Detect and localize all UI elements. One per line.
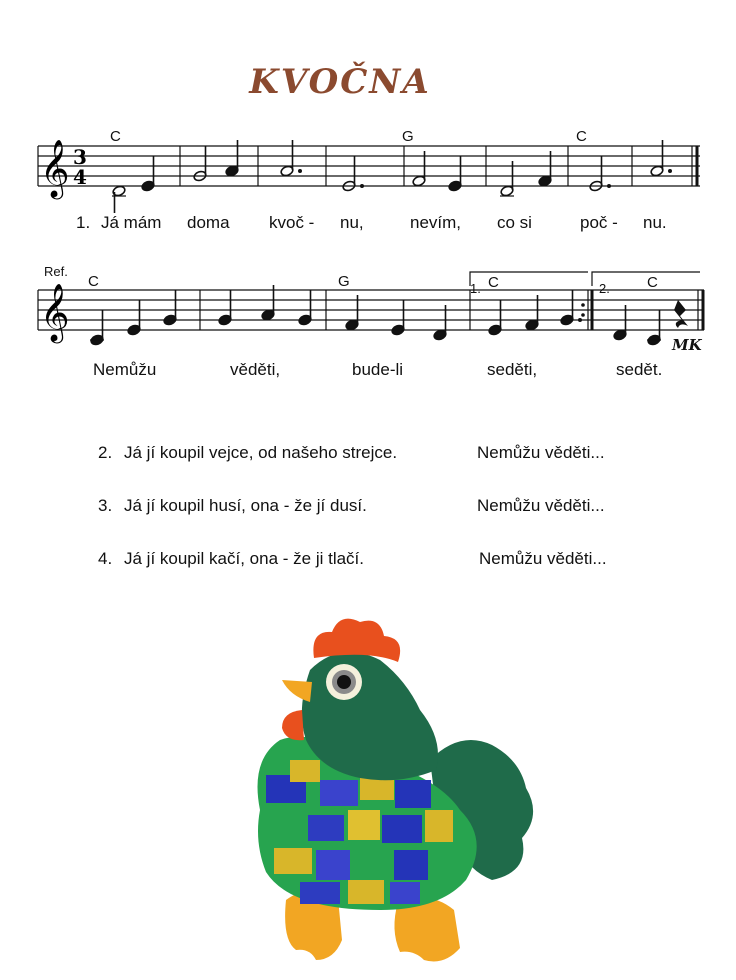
- chord-label: C: [576, 128, 587, 145]
- volta-label-1: 1.: [470, 281, 481, 296]
- chord-label: C: [647, 274, 658, 291]
- lyric-syllable: doma: [187, 213, 230, 232]
- quarter-rest-icon: [674, 300, 688, 328]
- lyric-syllable: věděti,: [230, 360, 281, 379]
- verse-text: Já jí koupil husí, ona - že jí dusí.: [124, 496, 367, 515]
- verse-text: Já jí koupil vejce, od našeho strejce.: [124, 443, 398, 462]
- lyric-syllable: nevím,: [410, 213, 462, 232]
- treble-clef-icon: 𝄞: [40, 139, 70, 197]
- verse-text: Já jí koupil kačí, ona - že ji tlačí.: [124, 549, 364, 568]
- verse-refrain: Nemůžu věděti...: [477, 443, 605, 462]
- lyric-syllable: seděti,: [487, 360, 538, 379]
- lyric-syllable: poč -: [580, 213, 618, 232]
- chord-label: G: [402, 128, 414, 145]
- treble-clef-icon: 𝄞: [40, 283, 70, 341]
- lyric-syllable: kvoč -: [269, 213, 315, 232]
- lyric-syllable: sedět.: [616, 360, 663, 379]
- lyric-syllable: Nemůžu: [93, 360, 157, 379]
- verse-number: 3.: [98, 496, 113, 515]
- verse-number: 2.: [98, 443, 113, 462]
- hen-beak: [282, 680, 312, 702]
- hen-illustration: [230, 610, 560, 970]
- time-signature-bottom: 4: [73, 165, 87, 189]
- song-title: KVOČNA: [249, 62, 431, 102]
- author-signature: MK: [672, 336, 702, 354]
- refrain-label: Ref.: [44, 264, 68, 279]
- music-staff-2: [0, 262, 736, 362]
- chord-label: C: [110, 128, 121, 145]
- hen-head: [302, 652, 438, 780]
- lyric-syllable: nu,: [340, 213, 364, 232]
- chord-label: G: [338, 273, 350, 290]
- lyric-syllable: bude-li: [352, 360, 404, 379]
- lyric-syllable: nu.: [643, 213, 667, 232]
- lyric-syllable: Já mám: [101, 213, 162, 232]
- verse-refrain: Nemůžu věděti...: [477, 496, 605, 515]
- lyric-syllable: co si: [497, 213, 532, 232]
- hen-wattle: [282, 710, 304, 740]
- chord-label: C: [488, 274, 499, 291]
- chord-label: C: [88, 273, 99, 290]
- verse-refrain: Nemůžu věděti...: [479, 549, 607, 568]
- volta-label-2: 2.: [599, 281, 610, 296]
- verse-number: 1.: [76, 213, 91, 232]
- time-signature-top: 3: [73, 145, 87, 169]
- verse-number: 4.: [98, 549, 113, 568]
